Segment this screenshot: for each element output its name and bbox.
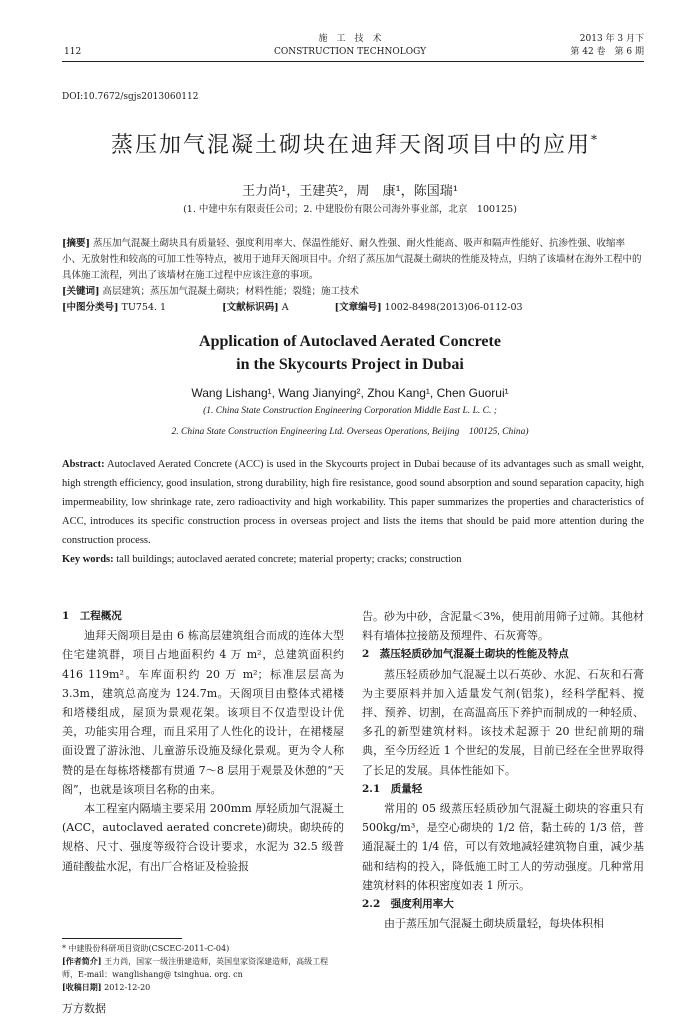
keywords-en-text: tall buildings; autoclaved aerated concrete; material property; cracks; construction [116,554,462,565]
section-2-2-heading: 2.2 强度利用率大 [362,898,454,911]
section-1-heading: 1 工程概况 [62,610,122,622]
fund-note: * 中建股份科研项目资助(CSCEC-2011-C-04) [62,944,230,953]
abstract-cn-para [62,236,644,284]
keywords-cn-text: 高层建筑；蒸压加气混凝土砌块；材料性能；裂缝；施工技术 [102,286,360,297]
section-2-1-heading: 2.1 质量轻 [362,782,423,795]
footnotes [62,942,344,994]
section-1-para-1: 迪拜天阁项目是由 6 栋高层建筑组合而成的连体大型住宅建筑群，项目占地面积约 4 万 m²，总建筑面积约416 119m²。车库面积约 20 万 m²；标准层层高为 3.3m，建筑总高度为 124.7m。天阁项目由整体式裙楼和塔楼组成，屋顶为景观花架。该项目不仅造型设计优美，功能实用合理，而且采用了人性化的设计，在裙楼屋面设置了游泳池、儿童游乐设施及绿化景观。更为令人称赞的是在每栋塔楼都有贯通 7～8 层用于观景及休憩的“天阁”，也就是该项目名称的由来。 [62,629,344,796]
keywords-en [62,550,644,569]
doc-value: A [281,302,289,313]
abstract-en-label: Abstract: [62,459,105,470]
left-column [62,607,344,876]
abstract-cn-text: 蒸压加气混凝土砌块具有质量轻、强度利用率大、保温性能好、耐久性强、耐火性能高、吸声和隔声性能好、抗渗性强、收缩率小、无放射性和较高的可加工性等特点，被用于迪拜天阁项目中。介绍了蒸压加气混凝土砌块的性能及特点，归纳了该墙材在海外工程中的具体施工流程，列出了该墙材在施工过程中应该注意的事项。 [62,238,642,281]
received-date [62,981,344,994]
title-footnote-mark: * [591,132,599,147]
page-number: 112 [64,47,82,57]
author-bio-label: [作者简介] [62,956,102,966]
received-date-value: 2012-12-20 [104,983,151,992]
affiliation-en-2: 2. China State Construction Engineering Ltd. Overseas Operations, Beijing 100125, China) [171,427,529,437]
title-cn-text: 蒸压加气混凝土砌块在迪拜天阁项目中的应用 [110,133,591,158]
issue-date: 2013 年 3 月下 [579,34,644,44]
authors-en: Wang Lishang¹, Wang Jianying², Zhou Kang¹, Chen Guorui¹ [191,386,509,400]
header-rule [62,61,644,62]
article-label: [文章编号] [334,302,382,313]
author-bio [62,955,344,981]
title-en-line2: in the Skycourts Project in Dubai [236,356,464,373]
abstract-cn-label: [摘要] [62,238,90,249]
doc-label: [文献标识码] [222,302,279,313]
volume-issue: 第 42 卷 第 6 期 [570,47,644,57]
authors-cn: 王力尚¹，王建英²，周 康¹，陈国瑞¹ [242,184,458,199]
keywords-cn-label: [关键词] [62,286,100,297]
continued-para: 告。砂为中砂，含泥量＜3%，使用前用筛子过筛。其他材料有墙体拉接筋及预埋件、石灰膏等。 [362,610,644,643]
affiliation-cn: (1. 中建中东有限责任公司；2. 中建股份有限公司海外事业部，北京 100125) [183,204,517,215]
section-2-2-para: 由于蒸压加气混凝土砌块质量轻，每块体积相 [384,917,604,931]
footnote-rule [62,938,182,939]
watermark: 万方数据 [62,1002,106,1015]
class-value: TU754. 1 [121,302,167,313]
section-2-1-para: 常用的 05 级蒸压轻质砂加气混凝土砌块的容重只有 500kg/m³，是空心砌块的 1/2 倍，黏土砖的 1/3 倍，普通混凝土的 1/4 倍，可以有效地减轻建筑物自重，减少基础和结构的投入，降低施工时工人的劳动强度。几种常用建筑材料的体积密度如表 1 所示。 [362,802,644,892]
received-date-label: [收稿日期] [62,982,102,992]
article-value: 1002-8498(2013)06-0112-03 [384,302,523,313]
title-cn [60,128,650,159]
keywords-en-label: Key words: [62,554,114,565]
abstract-cn [62,236,644,316]
author-bio-text: 王力尚，国家一级注册建造师，英国皇家资深建造师，高级工程师，E-mail：wanglishang@ tsinghua. org. cn [62,957,329,979]
abstract-en-para [62,455,644,550]
classification-row [62,300,644,316]
title-en-line1: Application of Autoclaved Aerated Concrete [199,333,501,350]
section-1-para-2: 本工程室内隔墙主要采用 200mm 厚轻质加气混凝土(ACC，autoclaved aerated concrete)砌块。砌块砖的规格、尺寸、强度等级符合设计要求，水泥为 32.5 级普通硅酸盐水泥，有出厂合格证及检验报 [62,802,344,873]
abstract-en [62,455,644,569]
section-2-para-1: 蒸压轻质砂加气混凝土以石英砂、水泥、石灰和石膏为主要原料并加入适量发气剂(铝浆)，经科学配料、搅拌、预养、切割，在高温高压下养护而制成的一种轻质、多孔的新型建筑材料。该技术起源于 20 世纪前期的瑞典，至今历经近 1 个世纪的发展，目前已经在全世界取得了长足的发展。具体性能如下。 [362,667,644,777]
journal-title-cn: 施 工 技 术 [318,34,382,44]
abstract-en-text: Autoclaved Aerated Concrete (ACC) is used in the Skycourts project in Dubai because of its advantages such as small weight, high strength efficiency, good insulation, strong durability, high fire resistance, good sound absorption and sound separation capacity, high impermeability, low shrinkage rate, zero radioactivity and high workability. This paper summarizes the properties and characteristics of ACC, introduces its specific construction process in overseas project and lists the items that should be paid more attention during the construction process. [62,459,644,546]
doi: DOI:10.7672/sgjs2013060112 [62,92,199,102]
affiliation-en-1: (1. China State Construction Engineering Corporation Middle East L. L. C. ; [203,406,497,416]
journal-title-en: CONSTRUCTION TECHNOLOGY [273,47,427,57]
section-2-heading: 2 蒸压轻质砂加气混凝土砌块的性能及特点 [362,648,569,661]
class-label: [中图分类号] [62,302,119,313]
keywords-cn [62,284,644,300]
right-column [362,607,644,933]
